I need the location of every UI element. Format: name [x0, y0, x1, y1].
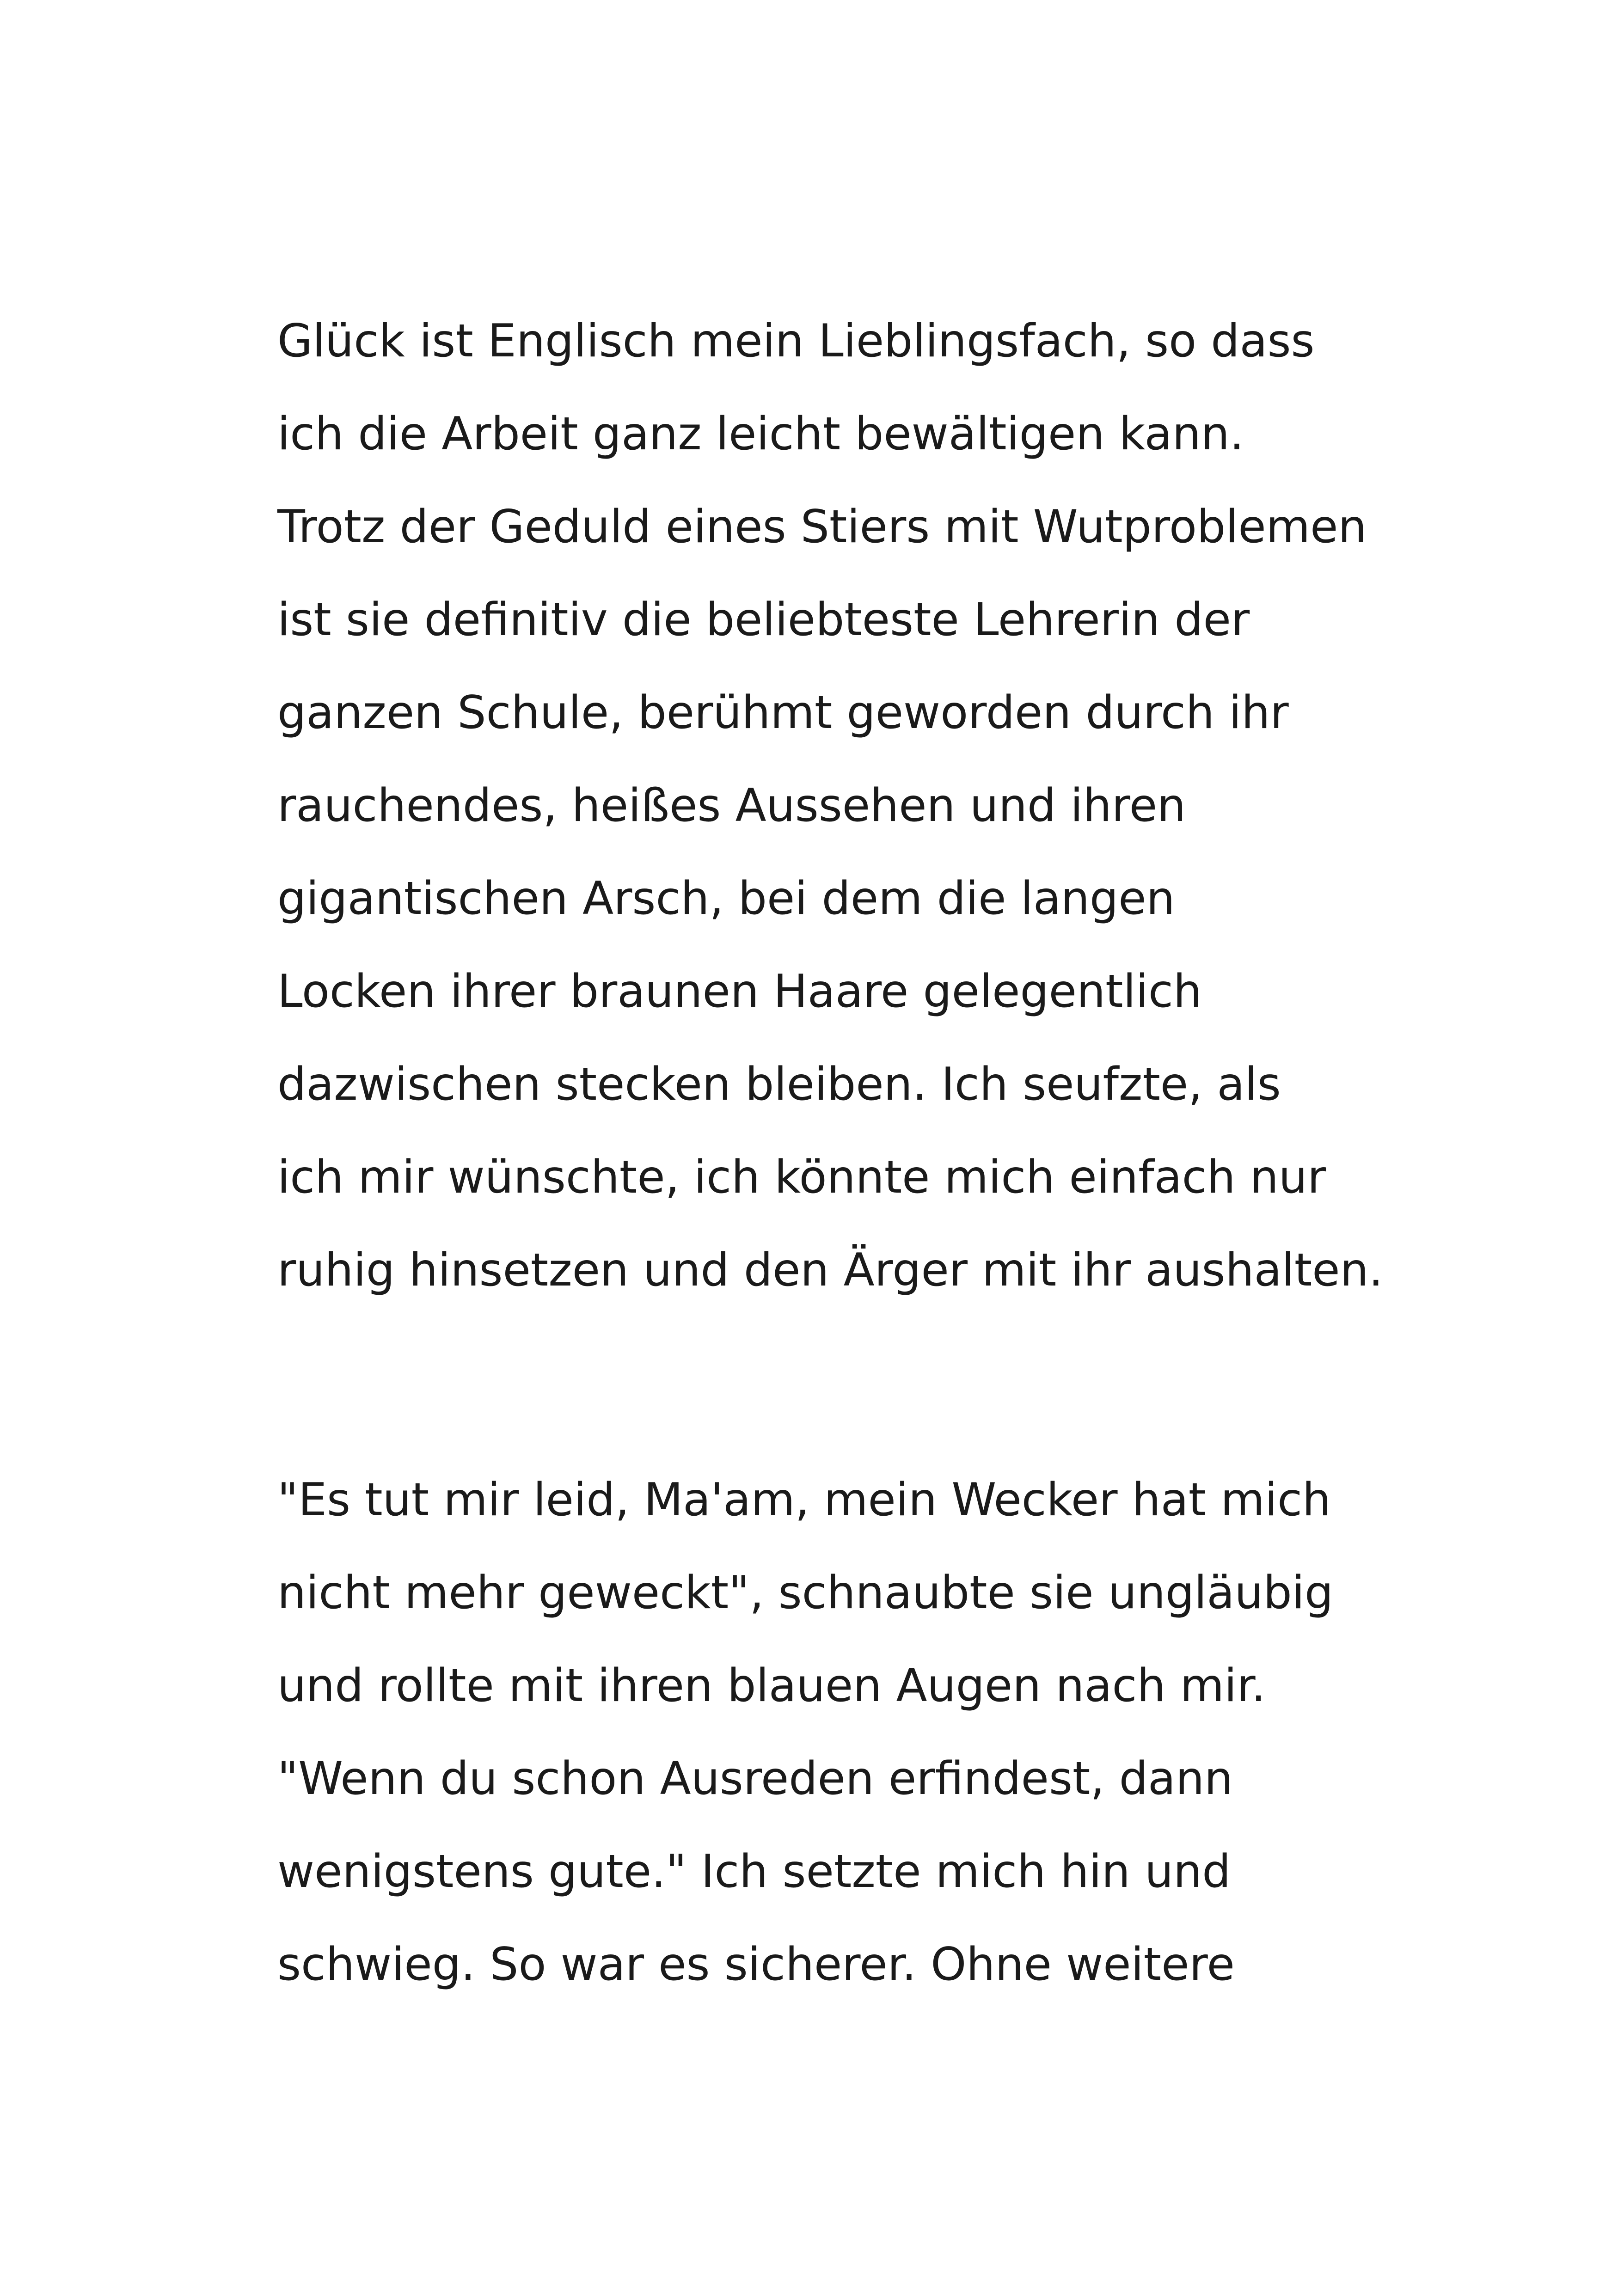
text-line: Trotz der Geduld eines Stiers mit Wutproblemen	[277, 501, 1367, 553]
text-line: schwieg. So war es sicherer. Ohne weitere	[277, 1938, 1235, 1991]
paragraph-2	[277, 1454, 1433, 2011]
text-line: gigantischen Arsch, bei dem die langen	[277, 872, 1175, 925]
text-line: Glück ist Englisch mein Lieblingsfach, so dass	[277, 315, 1315, 367]
paragraph-1	[277, 295, 1433, 1317]
text-line: dazwischen stecken bleiben. Ich seufzte, als	[277, 1058, 1281, 1111]
text-line: wenigstens gute." Ich setzte mich hin und	[277, 1845, 1231, 1898]
text-line: und rollte mit ihren blauen Augen nach mir.	[277, 1659, 1266, 1712]
text-line: "Wenn du schon Ausreden erfindest, dann	[277, 1752, 1233, 1805]
text-line: ganzen Schule, berühmt geworden durch ihr	[277, 686, 1289, 739]
text-line: "Es tut mir leid, Ma'am, mein Wecker hat mich	[277, 1474, 1331, 1526]
text-line: ich mir wünschte, ich könnte mich einfach nur	[277, 1151, 1326, 1204]
text-line: ich die Arbeit ganz leicht bewältigen kann.	[277, 408, 1244, 460]
text-line: ruhig hinsetzen und den Ärger mit ihr aushalten.	[277, 1244, 1383, 1297]
text-line: nicht mehr geweckt", schnaubte sie ungläubig	[277, 1567, 1334, 1619]
text-line: Locken ihrer braunen Haare gelegentlich	[277, 965, 1202, 1018]
text-line: ist sie definitiv die beliebteste Lehrerin der	[277, 594, 1250, 646]
text-line: rauchendes, heißes Aussehen und ihren	[277, 779, 1186, 832]
